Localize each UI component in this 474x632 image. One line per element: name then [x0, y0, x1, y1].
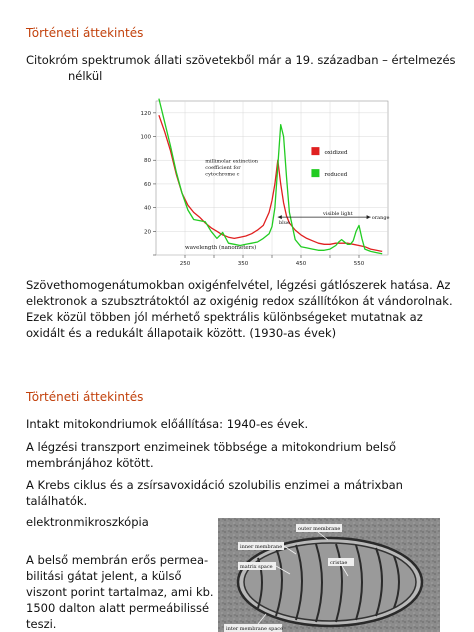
x-tick-label: 450 [295, 261, 307, 267]
label-outer-membrane: outer membrane [298, 526, 341, 532]
slide1-para-line4: oxidált és a redukált állapotaik között. (1930-as évek) [26, 326, 337, 340]
slide1-heading: Történeti áttekintés [26, 26, 144, 40]
slide1-intro-line1: Citokróm spektrumok állati szövetekből már a 19. században – értelmezés [26, 53, 456, 67]
annotation-line: millimolar extinction [205, 158, 259, 165]
y-tick-label: 40 [144, 205, 151, 212]
label-cristae: cristae [330, 560, 348, 566]
label-inter-membrane-space: inter membrane space [226, 626, 284, 632]
spectrum-svg [130, 95, 422, 273]
region-label-blue: blue [278, 220, 290, 227]
y-tick-label: 80 [144, 158, 151, 165]
slide2-item-1: Intakt mitokondriumok előállítása: 1940-es évek. [26, 417, 309, 431]
x-tick-label: 350 [237, 261, 249, 267]
slide2-item-2a: A légzési transzport enzimeinek többsége a mitokondrium belső [26, 440, 397, 454]
legend-label-oxidized: oxidized [324, 150, 348, 157]
mitochondrion-inner-membrane [244, 543, 416, 621]
legend-swatch-reduced [311, 169, 319, 177]
annotation-line: coefficient for [205, 165, 241, 172]
legend-label-reduced: reduced [324, 172, 348, 179]
slide1-para-line1: Szövethomogenátumokban oxigénfelvétel, légzési gátlószerek hatása. Az [26, 278, 451, 292]
y-tick-label: 20 [144, 229, 151, 236]
annotation-line: cytochrome c [205, 171, 240, 178]
membrane-text-2: bilitási gátat jelent, a külső [26, 569, 182, 583]
membrane-text-1: A belső membrán erős permea- [26, 553, 209, 567]
micrograph-svg [218, 518, 440, 632]
y-tick-label: 120 [140, 110, 151, 117]
x-axis-label: wavelength (nanometers) [185, 245, 257, 252]
region-label-orange: orange [371, 215, 390, 222]
slide1-intro-line2: nélkül [68, 69, 103, 83]
slide2-item-2b: membránjához kötött. [26, 456, 154, 470]
label-inner-membrane: inner membrane [240, 544, 283, 550]
slide1-para-line3: Ezek közül többen jól mérhető spektrális különbségeket mutatnak az [26, 310, 423, 324]
membrane-text-5: teszi. [26, 617, 57, 631]
mitochondrion-micrograph [218, 518, 440, 632]
slide2-item-3a: A Krebs ciklus és a zsírsavoxidáció szolubilis enzimei a mátrixban [26, 478, 403, 492]
membrane-text-3: viszont porint tartalmaz, ami kb. [26, 585, 214, 599]
slide2-item-3b: találhatók. [26, 494, 88, 508]
slide1-para-line2: elektronok a szubsztrátoktól az oxigénig redox szállítókon át vándorolnak. [26, 294, 453, 308]
y-tick-label: 60 [144, 181, 151, 188]
membrane-text-4: 1500 dalton alatt permeábilissé [26, 601, 210, 615]
slide2-item-4: elektronmikroszkópia [26, 515, 149, 529]
slide2-heading: Történeti áttekintés [26, 390, 144, 404]
x-tick-label: 550 [353, 261, 365, 267]
x-tick-label: 250 [179, 261, 191, 267]
region-label-visible: visible light [323, 211, 353, 218]
legend-swatch-oxidized [311, 147, 319, 155]
y-tick-label: 100 [140, 134, 151, 141]
cytochrome-spectrum-chart [130, 95, 422, 273]
label-matrix-space: matrix space [240, 564, 273, 570]
